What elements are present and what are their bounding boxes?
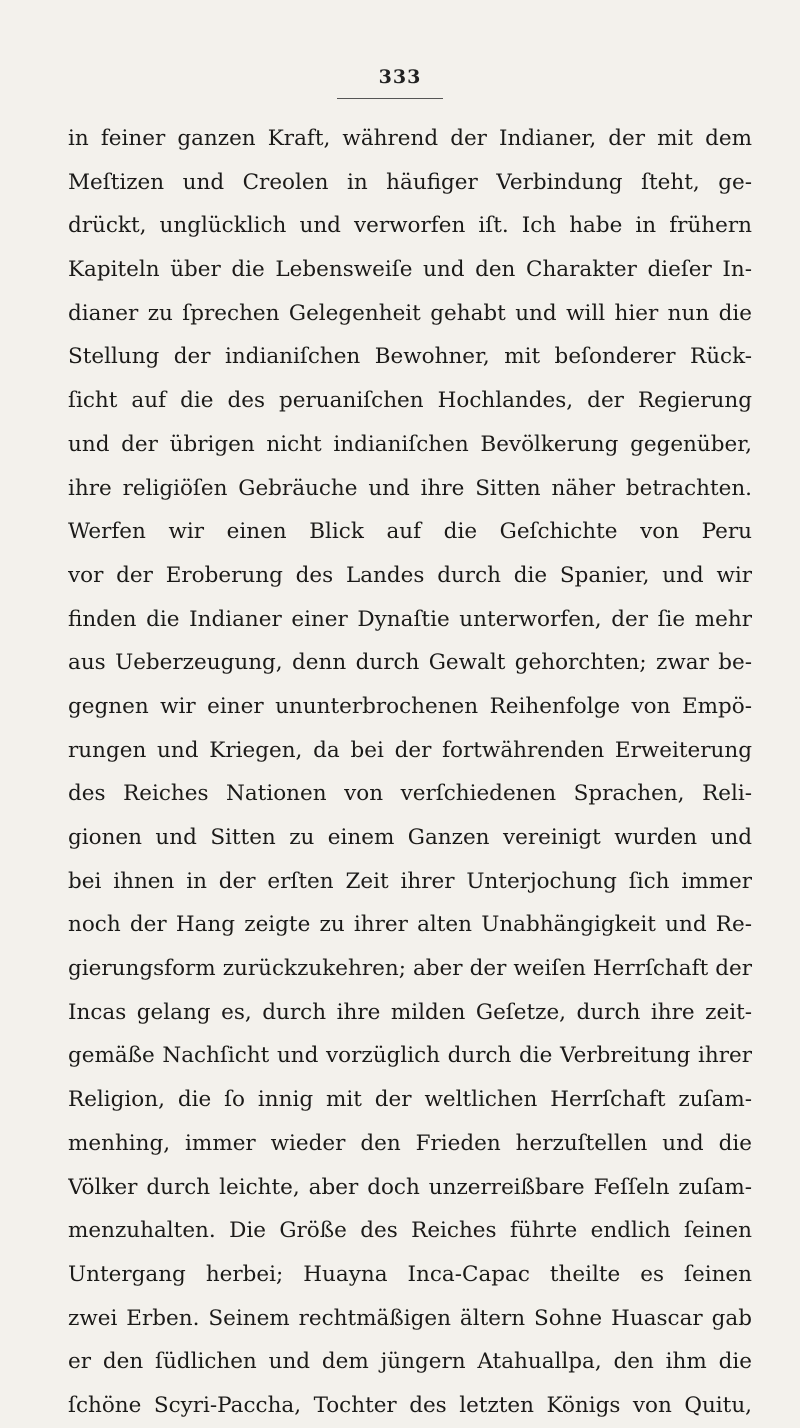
text-line: Meſtizen und Creolen in häufiger Verbindung ſteht, ge- [68, 169, 752, 195]
page-number-rule [337, 98, 443, 99]
text-line: menhing, immer wieder den Frieden herzuſtellen und die [68, 1130, 752, 1156]
text-line: drückt, unglücklich und verworfen iſt. Ich habe in frühern [68, 213, 752, 239]
text-line: er den ſüdlichen und dem jüngern Atahuallpa, den ihm die [68, 1349, 752, 1375]
text-line: des Reiches Nationen von verſchiedenen Sprachen, Reli- [68, 781, 752, 807]
text-line: Völker durch leichte, aber doch unzerreißbare Feſſeln zuſam- [68, 1174, 752, 1200]
text-line: aus Ueberzeugung, denn durch Gewalt gehorchten; zwar be- [68, 650, 752, 676]
text-line: in feiner ganzen Kraft, während der Indianer, der mit dem [68, 126, 752, 151]
page-number: 333 [378, 66, 422, 88]
text-line: finden die Indianer einer Dynaſtie unterworfen, der ſie mehr [68, 606, 752, 632]
text-line: rungen und Kriegen, da bei der fortwährenden Erweiterung [68, 737, 752, 763]
text-line: Untergang herbei; Huayna Inca-Capac theilte es ſeinen [68, 1261, 752, 1287]
text-line: bei ihnen in der erſten Zeit ihrer Unterjochung ſich immer [68, 868, 752, 894]
text-line: vor der Eroberung des Landes durch die Spanier, und wir [68, 562, 752, 588]
text-line: Stellung der indianiſchen Bewohner, mit beſonderer Rück- [68, 344, 752, 370]
text-line: Werfen wir einen Blick auf die Geſchichte von Peru [68, 519, 752, 545]
text-line: zwei Erben. Seinem rechtmäßigen ältern Sohne Huascar gab [68, 1305, 752, 1331]
text-line: ihre religiöſen Gebräuche und ihre Sitten näher betrachten. [68, 475, 752, 501]
text-line: noch der Hang zeigte zu ihrer alten Unabhängigkeit und Re- [68, 912, 752, 938]
text-line: gemäße Nachſicht und vorzüglich durch die Verbreitung ihrer [68, 1043, 752, 1069]
text-line: und der übrigen nicht indianiſchen Bevölkerung gegenüber, [68, 431, 752, 457]
text-line: Kapiteln über die Lebensweiſe und den Charakter dieſer In- [68, 257, 752, 283]
text-line: dianer zu ſprechen Gelegenheit gehabt und will hier nun die [68, 300, 752, 326]
text-line: Incas gelang es, durch ihre milden Geſetze, durch ihre zeit- [68, 999, 752, 1025]
text-line: ſchöne Scyri-Paccha, Tochter des letzten Königs von Quitu, [68, 1392, 752, 1418]
text-line: menzuhalten. Die Größe des Reiches führte endlich ſeinen [68, 1218, 752, 1244]
body-text [68, 117, 752, 1428]
text-line: gierungsform zurückzukehren; aber der weiſen Herrſchaft der [68, 956, 752, 982]
text-line: ſicht auf die des peruaniſchen Hochlandes, der Regierung [68, 388, 752, 414]
text-line: Religion, die ſo innig mit der weltlichen Herrſchaft zuſam- [68, 1087, 752, 1113]
text-line: gionen und Sitten zu einem Ganzen vereinigt wurden und [68, 825, 752, 850]
text-line: gegnen wir einer ununterbrochenen Reihenfolge von Empö- [68, 693, 752, 719]
